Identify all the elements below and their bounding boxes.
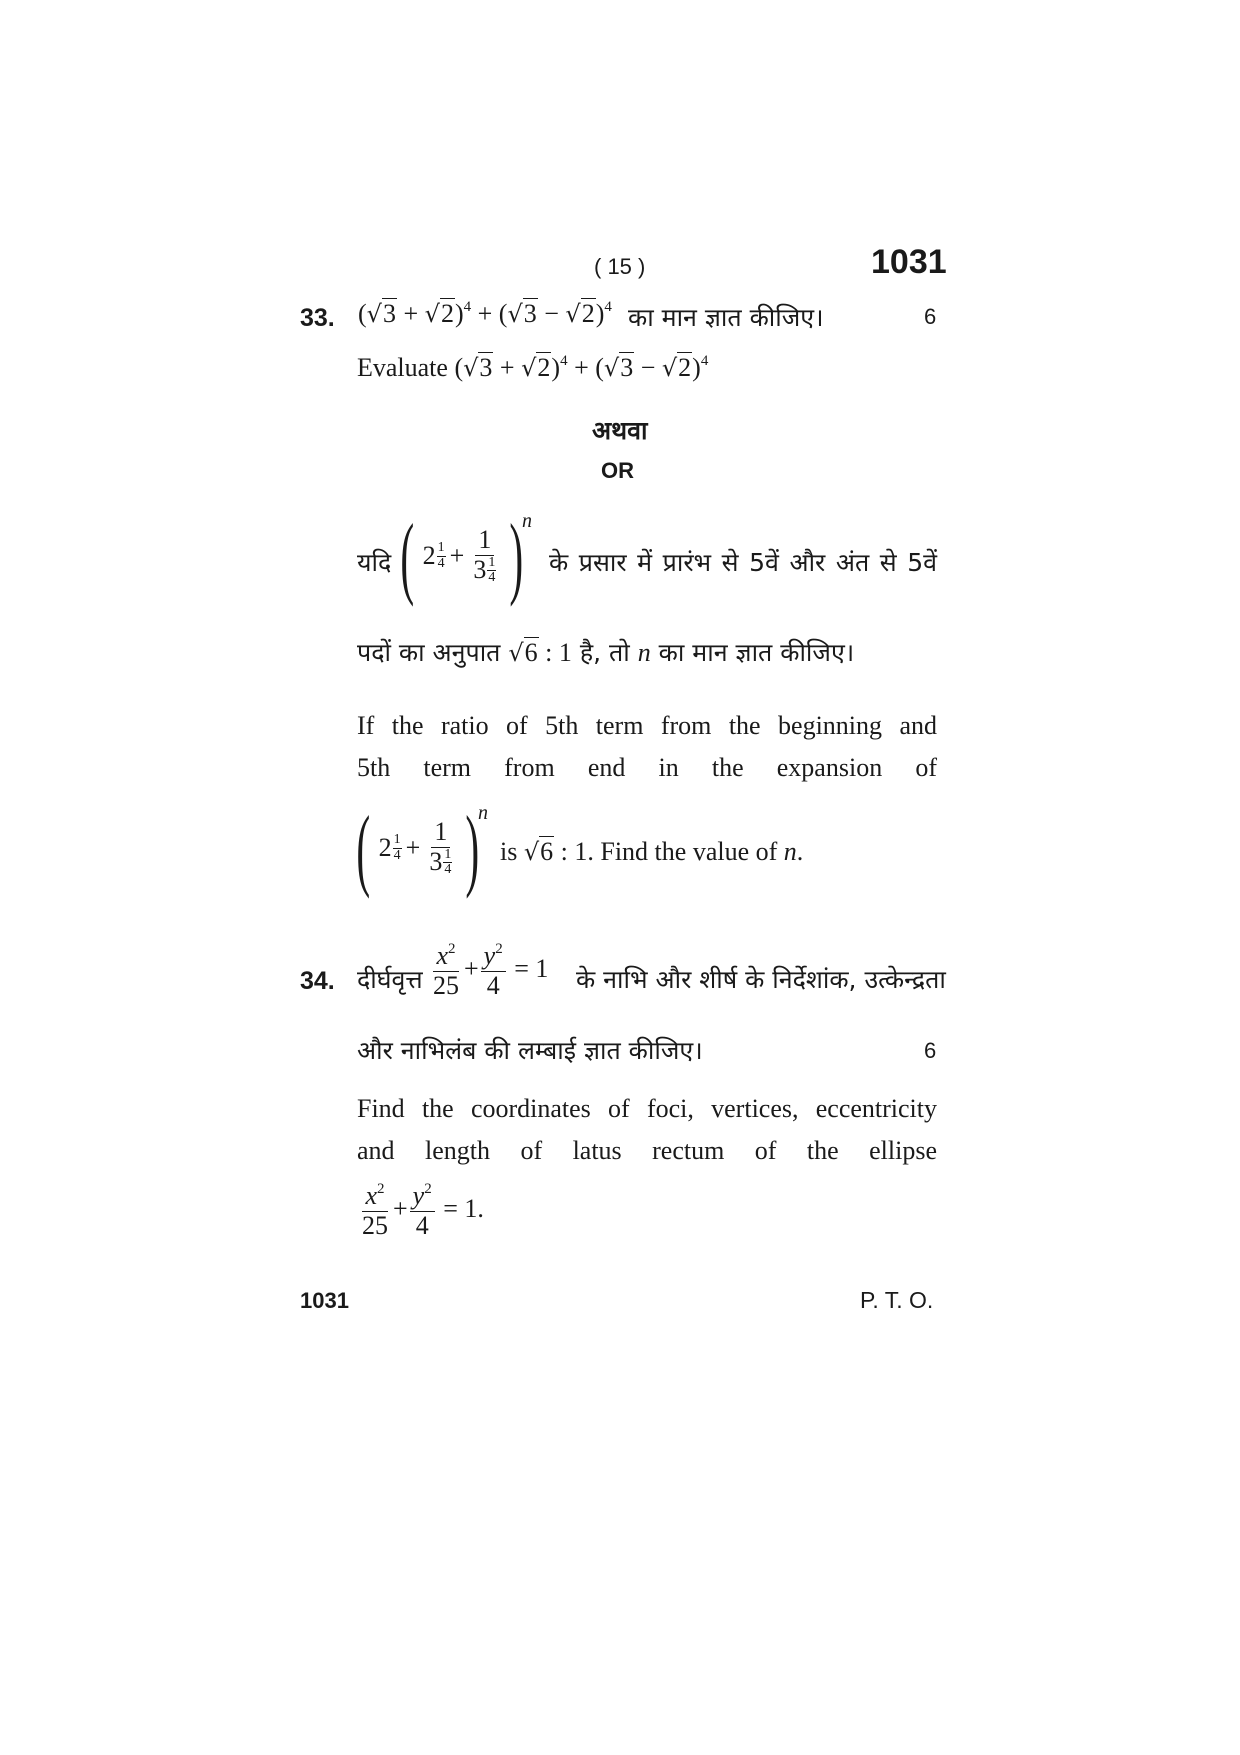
- paper-code-header: 1031: [871, 243, 947, 281]
- paper-code-footer: 1031: [300, 1288, 349, 1313]
- alt-hindi-line2: पदों का अनुपात √6 : 1 है, तो n का मान ज्ञात कीजिए।: [357, 638, 855, 667]
- alt-english-tail: is √6 : 1. Find the value of n.: [500, 837, 804, 866]
- separator-english: OR: [601, 458, 634, 483]
- q34-marks: 6: [924, 1038, 937, 1063]
- q34-english-equation: $\frac{x^2}{25}$ + $\frac{y^2}{4}$ = 1.: [362, 1181, 484, 1240]
- q34-hindi-prefix: दीर्घवृत्त: [357, 965, 423, 994]
- q33-expression: $(√3 + √2)^4 + (√3 - √2)^4$: [358, 299, 612, 328]
- alt-english-binomial: ( 2 1 4 + 1 3 1 4 ) n: [356, 797, 488, 899]
- q33-hindi-text: का मान ज्ञात कीजिए।: [628, 303, 824, 332]
- q33-evaluate-line: Evaluate $(√3 + √2)^4 + (√3 - √2)^4$: [357, 353, 709, 382]
- alt-hindi-binomial: ( 2 1 4 + 1 3 1 4 ) n: [400, 505, 532, 607]
- q34-english-line2: and length of latus rectum of the ellipse: [357, 1136, 937, 1165]
- please-turn-over: P. T. O.: [860, 1287, 934, 1313]
- q34-english-line1: Find the coordinates of foci, vertices, eccentricity: [357, 1094, 937, 1123]
- q33-number: 33.: [300, 304, 335, 332]
- q34-ellipse-equation: $\frac{x^2}{25}$ + $\frac{y^2}{4}$ = 1: [433, 941, 549, 1000]
- alt-hindi-mid: के प्रसार में प्रारंभ से 5वें और अंत से 5वें: [549, 548, 937, 577]
- q34-hindi-mid: के नाभि और शीर्ष के निर्देशांक, उत्केन्द्रता: [576, 965, 946, 994]
- q34-hindi-line2: और नाभिलंब की लम्बाई ज्ञात कीजिए।: [357, 1036, 703, 1065]
- q34-number: 34.: [300, 967, 335, 995]
- alt-english-line2: 5th term from end in the expansion of: [357, 753, 937, 782]
- alt-english-line1: If the ratio of 5th term from the beginning and: [357, 711, 937, 740]
- alt-hindi-prefix: यदि: [357, 548, 392, 577]
- separator-hindi: अथवा: [592, 416, 648, 445]
- page-number: ( 15 ): [594, 254, 646, 279]
- q33-marks: 6: [924, 304, 937, 329]
